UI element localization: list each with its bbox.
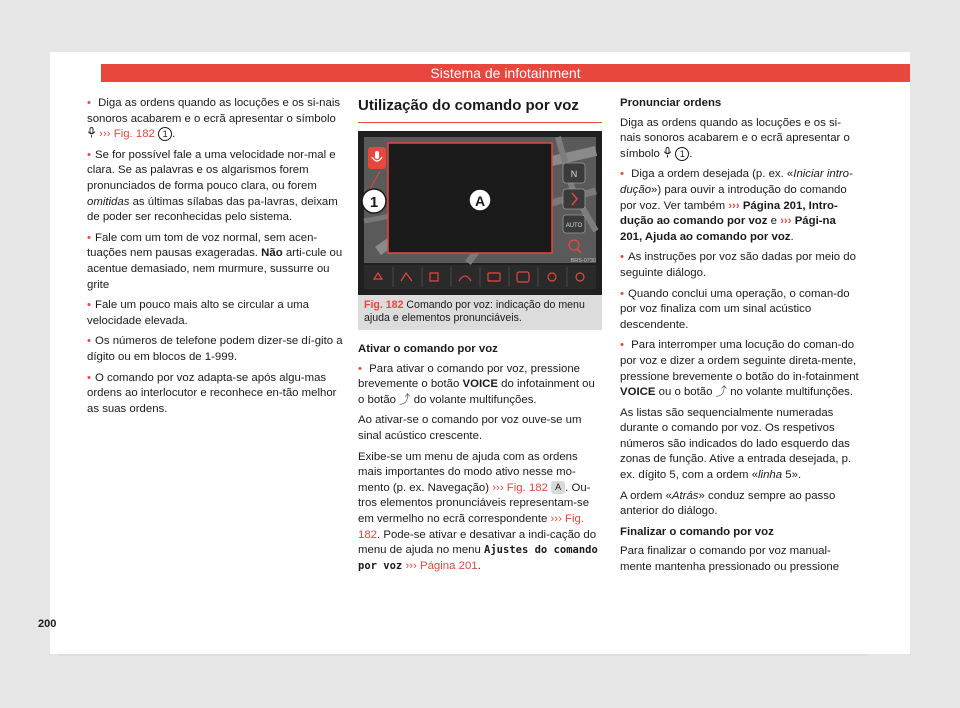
paragraph: As listas são sequencialmente numeradas durante o comando por voz. Os respetivos números são indicados do lado esquerdo das zonas de função. Ative a entrada desejada, p. ex. dígito 5, com a ordem «linha 5». xyxy=(620,406,852,482)
column-left xyxy=(87,96,345,422)
chevron-arrows-icon: ››› xyxy=(550,512,562,525)
chevron-arrows-icon: ››› xyxy=(780,215,792,228)
callout-1-label: 1 xyxy=(369,194,379,211)
mini-auto-label: AUTO xyxy=(565,223,583,229)
mini-n-label: N xyxy=(570,169,578,179)
page-link[interactable]: Página 201, Intro-dução ao comando por voz xyxy=(620,199,838,228)
list-item: • Os números de telefone podem dizer-se dí-gito a dígito ou em blocos de 1-999. xyxy=(87,334,345,365)
microphone-icon xyxy=(663,147,672,158)
page-link[interactable]: Pági-na 201, Ajuda ao comando por voz xyxy=(620,215,836,243)
column-middle xyxy=(358,96,602,579)
figure-link[interactable]: Fig. 182 xyxy=(358,512,585,541)
voice-wheel-icon: ⤴ xyxy=(715,386,728,399)
callout-a-label: A xyxy=(474,193,486,209)
list-item: • Fale com um tom de voz normal, sem acen-tuações nem pausas exageradas. Não arti-cule ou acentue demasiado, nem murmure, sussurre ou grite xyxy=(87,231,345,293)
subheading: Finalizar o comando por voz xyxy=(620,525,774,538)
manual-page xyxy=(38,52,910,654)
subheading: Pronunciar ordens xyxy=(620,97,722,109)
page-bottom-edge xyxy=(58,654,868,656)
chevron-arrows-icon: ››› xyxy=(405,559,417,572)
infotainment-screen-illustration xyxy=(358,131,602,295)
list-item: • Diga as ordens quando as locuções e os si-nais sonoros acabarem e o ecrã apresentar o símbolo ››› Fig. 182 1 . xyxy=(87,96,345,143)
list-item: • Para ativar o comando por voz, pressione brevemente o botão VOICE do infotainment ou o botão ⤴ do volante multifunções. xyxy=(358,362,602,409)
callout-number: 1 xyxy=(158,127,172,141)
voice-wheel-icon: ⤴ xyxy=(399,393,411,406)
column-right xyxy=(620,96,860,581)
paragraph: Para finalizar o comando por voz manual-mente mantenha pressionado ou pressione xyxy=(620,545,840,574)
figure-link[interactable]: Fig. 182 xyxy=(113,128,155,141)
list-item: • Quando conclui uma operação, o coman-do por voz finaliza com um sinal acústico descendente. xyxy=(620,287,860,334)
section-title: Utilização do comando por voz xyxy=(358,96,602,123)
figure-caption: Fig. 182 Comando por voz: indicação do menu ajuda e elementos pronunciáveis. xyxy=(358,295,602,330)
list-item: • Diga a ordem desejada (p. ex. «Iniciar intro-dução») para ouvir a introdução do comando por voz. Ver também ››› Página 201, Intro-dução ao comando por voz e ››› Pági-na 201, Ajuda ao comando por voz. xyxy=(620,167,860,245)
paragraph: Exibe-se um menu de ajuda com as ordens mais importantes do modo ativo nesse mo-mento (p. ex. Navegação) ››› Fig. 182 A . Ou-tros elementos pronunciáveis representam-se em vermelho no ecrã correspondente ››› Fig. 182. Pode-se ativar e desativar a indi-cação do menu de ajuda no menu Ajustes do comando por voz ››› Página 201. xyxy=(358,450,598,572)
section-header: Sistema de infotainment xyxy=(101,64,910,82)
figure-code: BRS-0730 xyxy=(570,258,596,264)
microphone-icon xyxy=(87,127,96,138)
menu-code: Ajustes do comando por voz xyxy=(358,544,598,572)
callout-chip: A xyxy=(551,481,565,494)
list-item: • O comando por voz adapta-se após algu-mas ordens ao interlocutor e reconhece en-tão melhor as suas ordens. xyxy=(87,371,345,418)
voice-button-label: VOICE xyxy=(620,386,656,399)
paragraph: Ao ativar-se o comando por voz ouve-se um sinal acústico crescente. xyxy=(358,414,582,442)
list-item: • As instruções por voz são dadas por meio do seguinte diálogo. xyxy=(620,250,860,281)
list-item: • Para interromper uma locução do coman-do por voz e dizer a ordem seguinte direta-mente, pressione brevemente o botão do in-fotainment VOICE ou o botão ⤴ no volante multifunções. xyxy=(620,338,860,400)
voice-button-label: VOICE xyxy=(462,378,498,391)
figure-screen xyxy=(358,131,602,295)
paragraph: Diga as ordens quando as locuções e os si-nais sonoros acabarem e o ecrã apresentar o símbolo 1 . xyxy=(620,116,850,160)
figure-link[interactable]: Fig. 182 xyxy=(506,481,548,494)
list-item: • Se for possível fale a uma velocidade nor-mal e clara. Se as palavras e os algarismos forem pronunciados de forma pouco clara, ou forem omitidas as últimas sílabas das pa-lavras, deixam de poder ser reconhecidas pelo sistema. xyxy=(87,148,345,226)
paragraph: A ordem «Atrás» conduz sempre ao passo anterior do diálogo. xyxy=(620,489,836,518)
callout-number: 1 xyxy=(675,147,689,161)
subheading: Ativar o comando por voz xyxy=(358,343,498,355)
chevron-arrows-icon: ››› xyxy=(99,128,111,141)
list-item: • Fale um pouco mais alto se circular a uma velocidade elevada. xyxy=(87,298,345,329)
chevron-arrows-icon: ››› xyxy=(728,199,740,212)
page-link[interactable]: Página 201 xyxy=(420,559,478,572)
page-number: 200 xyxy=(38,618,57,630)
chevron-arrows-icon: ››› xyxy=(492,481,504,494)
